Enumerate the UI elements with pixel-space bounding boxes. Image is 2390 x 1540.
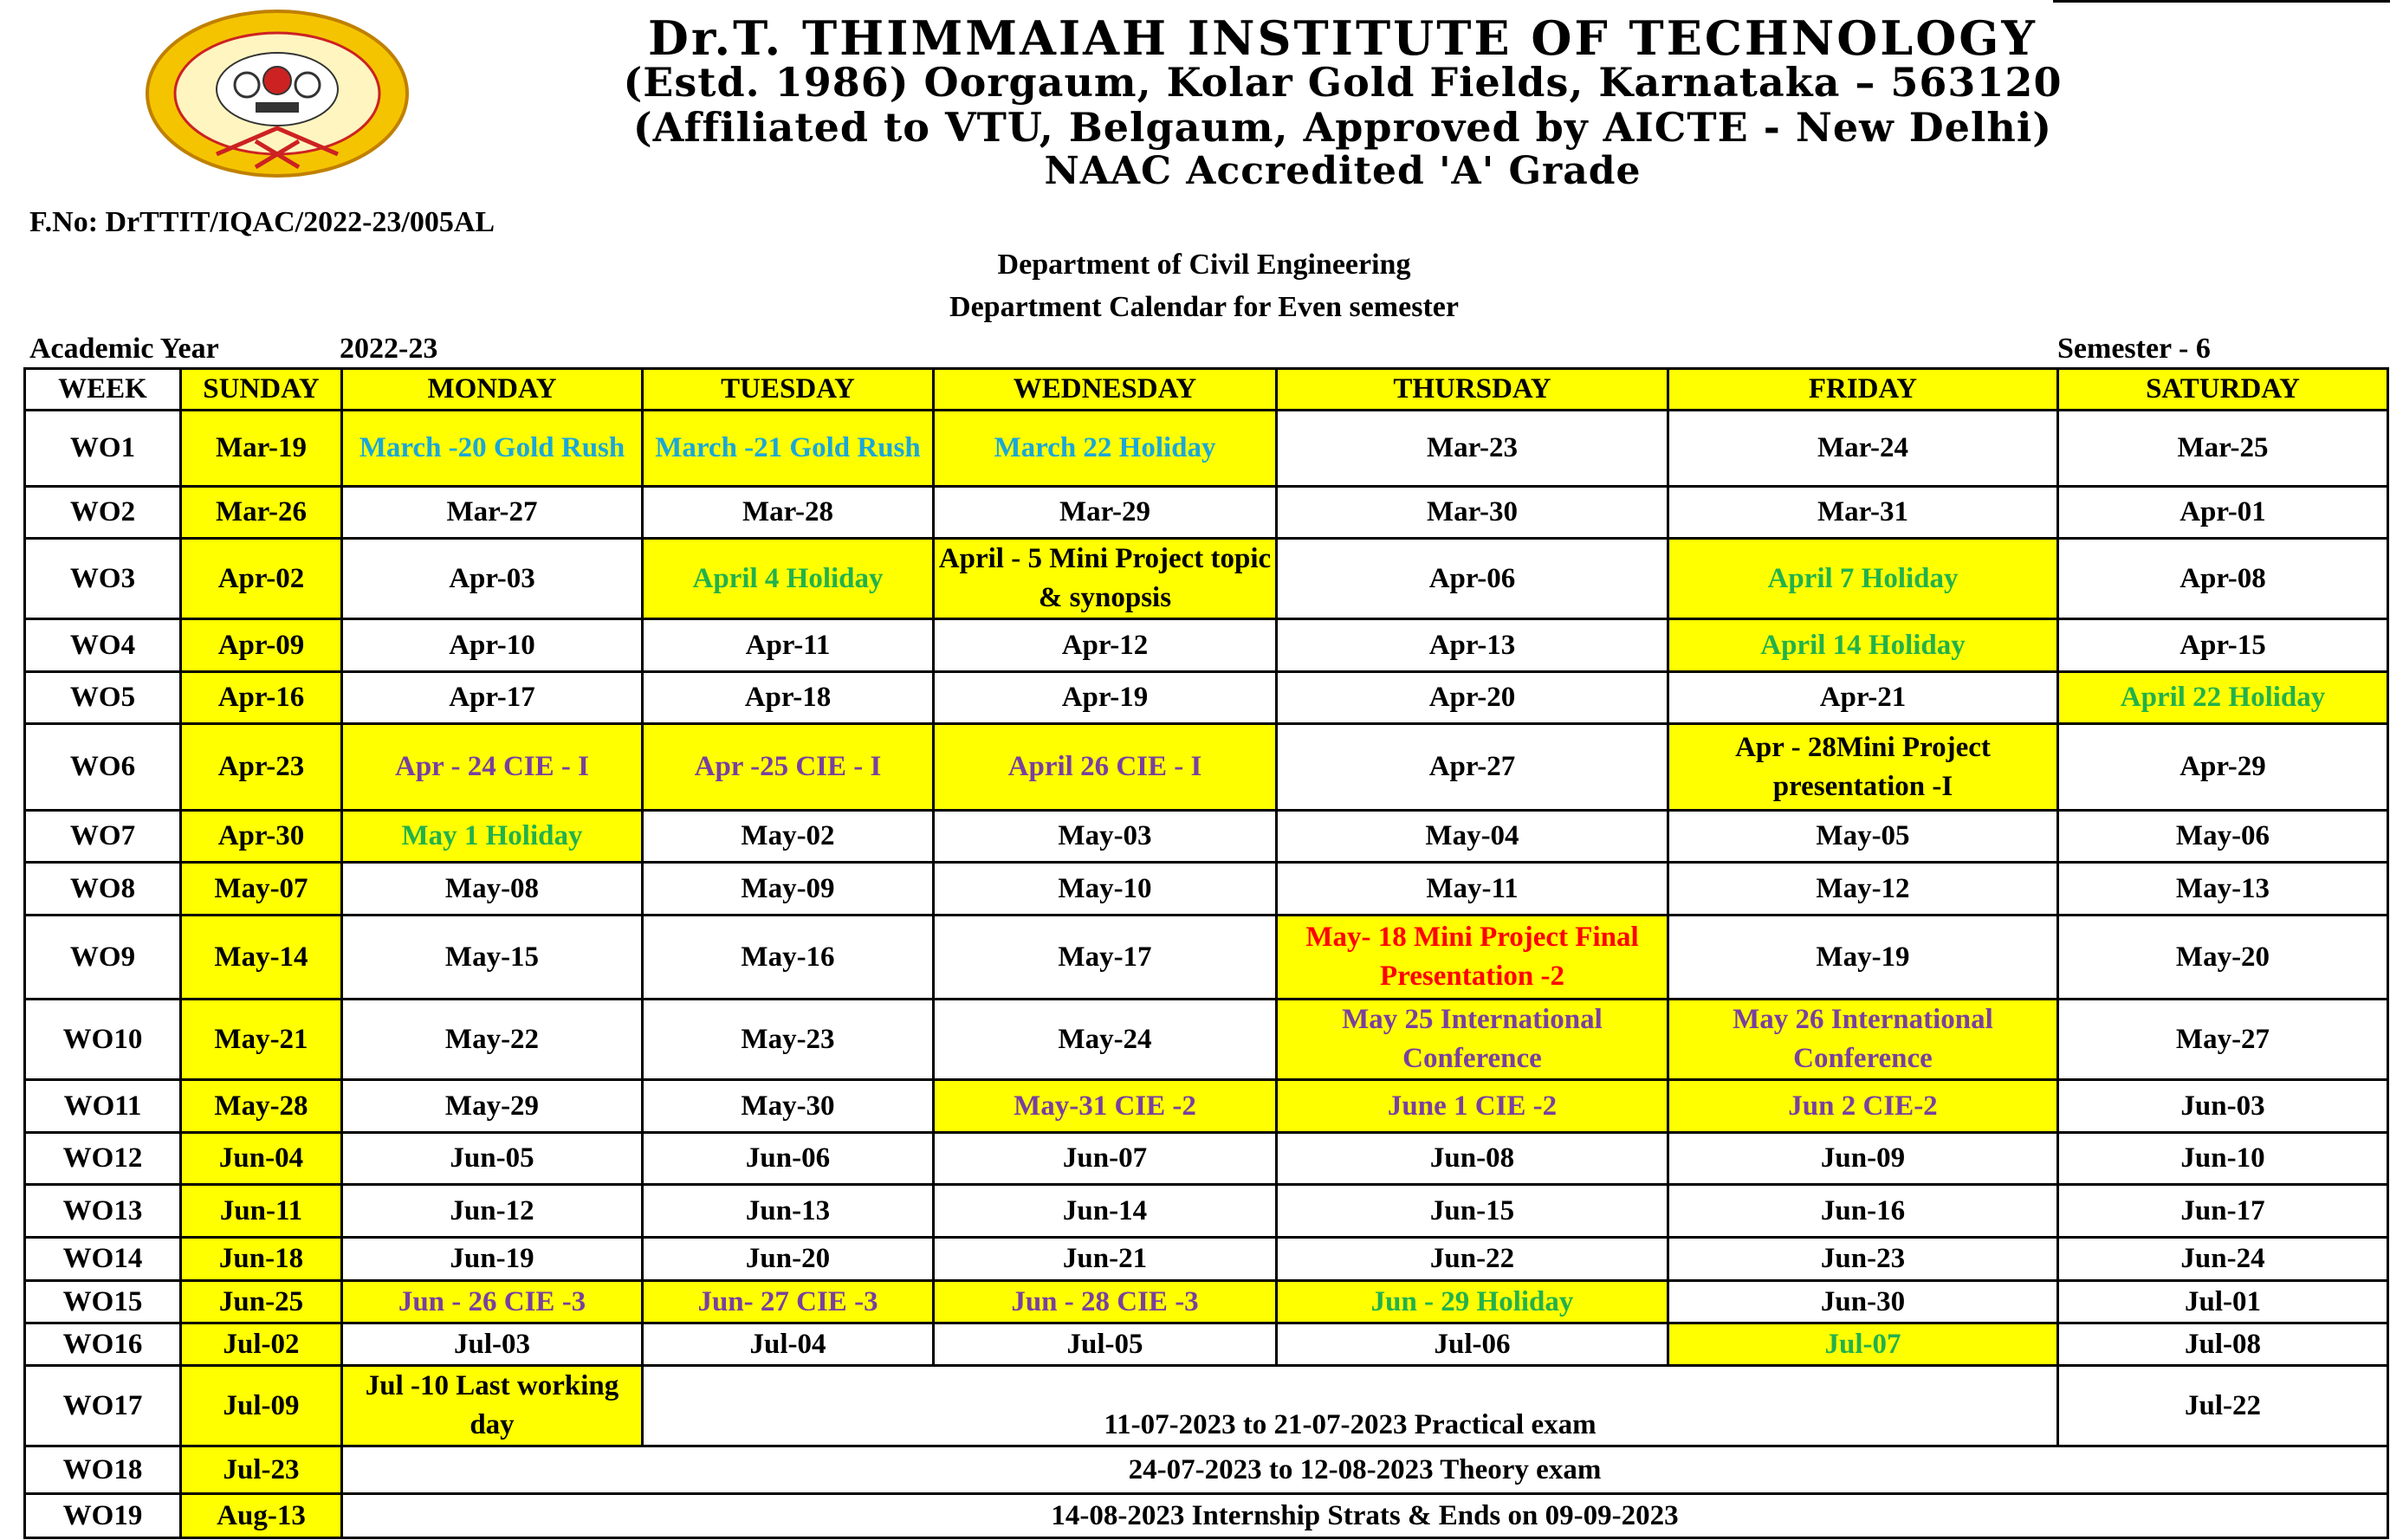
saturday-cell: Jun-24	[2058, 1238, 2388, 1281]
friday-cell: Apr - 28Mini Project presentation -I	[1668, 724, 2058, 811]
monday-cell: Apr-17	[342, 672, 643, 724]
table-row	[25, 724, 2388, 811]
header-rule	[2053, 0, 2390, 3]
col-header-friday: FRIDAY	[1668, 369, 2058, 411]
wednesday-cell: May-17	[934, 916, 1277, 1000]
sunday-cell: Jun-11	[181, 1185, 342, 1238]
monday-cell: March -20 Gold Rush	[342, 411, 643, 487]
week-cell: WO11	[25, 1080, 181, 1133]
table-row	[25, 1494, 2388, 1538]
wednesday-cell: April - 5 Mini Project topic & synopsis	[934, 539, 1277, 619]
wednesday-cell: Mar-29	[934, 487, 1277, 539]
tuesday-cell: Apr-11	[643, 619, 934, 672]
table-row	[25, 539, 2388, 619]
friday-cell: April 14 Holiday	[1668, 619, 2058, 672]
saturday-cell: Jun-10	[2058, 1133, 2388, 1185]
week-cell: WO2	[25, 487, 181, 539]
friday-cell: May-12	[1668, 863, 2058, 916]
thursday-cell: June 1 CIE -2	[1277, 1080, 1668, 1133]
tuesday-cell: Apr -25 CIE - I	[643, 724, 934, 811]
thursday-cell: Mar-30	[1277, 487, 1668, 539]
friday-cell: Jun-16	[1668, 1185, 2058, 1238]
tuesday-cell: March -21 Gold Rush	[643, 411, 934, 487]
thursday-cell: Jun - 29 Holiday	[1277, 1281, 1668, 1323]
saturday-cell: April 22 Holiday	[2058, 672, 2388, 724]
week-cell: WO12	[25, 1133, 181, 1185]
wednesday-cell: Apr-19	[934, 672, 1277, 724]
monday-cell: May-22	[342, 1000, 643, 1080]
col-header-wednesday: WEDNESDAY	[934, 369, 1277, 411]
week-cell: WO10	[25, 1000, 181, 1080]
saturday-cell: May-13	[2058, 863, 2388, 916]
semester-label: Semester - 6	[2057, 333, 2211, 365]
thursday-cell: May 25 International Conference	[1277, 1000, 1668, 1080]
wednesday-cell: Jul-05	[934, 1323, 1277, 1366]
institute-accreditation: NAAC Accredited 'A' Grade	[1044, 149, 1642, 193]
internship-span: 14-08-2023 Internship Strats & Ends on 09-09-2023	[342, 1494, 2388, 1538]
wednesday-cell: May-24	[934, 1000, 1277, 1080]
friday-cell: Mar-31	[1668, 487, 2058, 539]
sunday-cell: Apr-02	[181, 539, 342, 619]
sunday-cell: May-14	[181, 916, 342, 1000]
table-row	[25, 863, 2388, 916]
week-cell: WO17	[25, 1366, 181, 1446]
table-row	[25, 1281, 2388, 1323]
thursday-cell: Jul-06	[1277, 1323, 1668, 1366]
week-cell: WO18	[25, 1446, 181, 1494]
saturday-cell: Apr-01	[2058, 487, 2388, 539]
table-row	[25, 1185, 2388, 1238]
tuesday-cell: Jul-04	[643, 1323, 934, 1366]
sunday-cell: Apr-23	[181, 724, 342, 811]
saturday-cell: May-27	[2058, 1000, 2388, 1080]
tuesday-cell: May-23	[643, 1000, 934, 1080]
monday-cell: May-15	[342, 916, 643, 1000]
thursday-cell: May-11	[1277, 863, 1668, 916]
institute-affiliation: (Affiliated to VTU, Belgaum, Approved by AICTE - New Delhi)	[632, 104, 2053, 151]
thursday-cell: May-04	[1277, 811, 1668, 863]
friday-cell: April 7 Holiday	[1668, 539, 2058, 619]
tuesday-cell: Jun- 27 CIE -3	[643, 1281, 934, 1323]
friday-cell: May 26 International Conference	[1668, 1000, 2058, 1080]
file-number: F.No: DrTTIT/IQAC/2022-23/005AL	[29, 206, 495, 238]
col-header-saturday: SATURDAY	[2058, 369, 2388, 411]
saturday-cell: Apr-08	[2058, 539, 2388, 619]
saturday-cell: May-20	[2058, 916, 2388, 1000]
saturday-cell: Apr-29	[2058, 724, 2388, 811]
wednesday-cell: Jun-14	[934, 1185, 1277, 1238]
saturday-cell: Mar-25	[2058, 411, 2388, 487]
monday-cell: Apr - 24 CIE - I	[342, 724, 643, 811]
week-cell: WO13	[25, 1185, 181, 1238]
tuesday-cell: May-09	[643, 863, 934, 916]
table-row	[25, 1366, 2388, 1446]
col-header-week: WEEK	[25, 369, 181, 411]
week-cell: WO1	[25, 411, 181, 487]
tuesday-cell: Mar-28	[643, 487, 934, 539]
table-row	[25, 619, 2388, 672]
table-row	[25, 487, 2388, 539]
wednesday-cell: Apr-12	[934, 619, 1277, 672]
tuesday-cell: May-02	[643, 811, 934, 863]
sunday-cell: Jul-23	[181, 1446, 342, 1494]
week-cell: WO7	[25, 811, 181, 863]
sunday-cell: Aug-13	[181, 1494, 342, 1538]
wednesday-cell: March 22 Holiday	[934, 411, 1277, 487]
thursday-cell: Apr-20	[1277, 672, 1668, 724]
col-header-sunday: SUNDAY	[181, 369, 342, 411]
week-cell: WO5	[25, 672, 181, 724]
monday-cell: Jun - 26 CIE -3	[342, 1281, 643, 1323]
saturday-cell: Jun-17	[2058, 1185, 2388, 1238]
table-row	[25, 1238, 2388, 1281]
col-header-monday: MONDAY	[342, 369, 643, 411]
theory-exam-span: 24-07-2023 to 12-08-2023 Theory exam	[342, 1446, 2388, 1494]
thursday-cell: Jun-22	[1277, 1238, 1668, 1281]
sunday-cell: Mar-26	[181, 487, 342, 539]
week-cell: WO4	[25, 619, 181, 672]
table-row	[25, 1446, 2388, 1494]
week-cell: WO6	[25, 724, 181, 811]
header-row	[25, 369, 2388, 411]
monday-cell: Jun-12	[342, 1185, 643, 1238]
academic-year-label: Academic Year	[29, 333, 219, 365]
week-cell: WO8	[25, 863, 181, 916]
col-header-thursday: THURSDAY	[1277, 369, 1668, 411]
institute-address: (Estd. 1986) Oorgaum, Kolar Gold Fields, Karnataka – 563120	[623, 59, 2063, 106]
sunday-cell: May-07	[181, 863, 342, 916]
sunday-cell: Jul-02	[181, 1323, 342, 1366]
table-row	[25, 916, 2388, 1000]
thursday-cell: Apr-13	[1277, 619, 1668, 672]
friday-cell: May-19	[1668, 916, 2058, 1000]
table-row	[25, 411, 2388, 487]
friday-cell: Jun-09	[1668, 1133, 2058, 1185]
friday-cell: Jun-30	[1668, 1281, 2058, 1323]
department-name: Department of Civil Engineering	[997, 249, 1411, 281]
table-row	[25, 1323, 2388, 1366]
tuesday-cell: Jun-20	[643, 1238, 934, 1281]
institute-name: Dr.T. THIMMAIAH INSTITUTE OF TECHNOLOGY	[648, 10, 2037, 66]
friday-cell: Jun-23	[1668, 1238, 2058, 1281]
thursday-cell: Apr-06	[1277, 539, 1668, 619]
sunday-cell: Apr-16	[181, 672, 342, 724]
col-header-tuesday: TUESDAY	[643, 369, 934, 411]
practical-exam-span: 11-07-2023 to 21-07-2023 Practical exam	[643, 1366, 2058, 1446]
tuesday-cell: May-16	[643, 916, 934, 1000]
sunday-cell: Mar-19	[181, 411, 342, 487]
saturday-cell: Apr-15	[2058, 619, 2388, 672]
wednesday-cell: Jun-21	[934, 1238, 1277, 1281]
friday-cell: Mar-24	[1668, 411, 2058, 487]
friday-cell: May-05	[1668, 811, 2058, 863]
friday-cell: Jun 2 CIE-2	[1668, 1080, 2058, 1133]
monday-cell: May-08	[342, 863, 643, 916]
monday-cell: Apr-10	[342, 619, 643, 672]
thursday-cell: May- 18 Mini Project Final Presentation -2	[1277, 916, 1668, 1000]
table-row	[25, 1133, 2388, 1185]
thursday-cell: Jun-15	[1277, 1185, 1668, 1238]
thursday-cell: Jun-08	[1277, 1133, 1668, 1185]
week-cell: WO9	[25, 916, 181, 1000]
sunday-cell: Apr-30	[181, 811, 342, 863]
thursday-cell: Apr-27	[1277, 724, 1668, 811]
monday-cell: Jun-19	[342, 1238, 643, 1281]
tuesday-cell: April 4 Holiday	[643, 539, 934, 619]
sunday-cell: May-28	[181, 1080, 342, 1133]
academic-year-value: 2022-23	[340, 333, 438, 365]
sunday-cell: Jul-09	[181, 1366, 342, 1446]
monday-cell: Jun-05	[342, 1133, 643, 1185]
tuesday-cell: Apr-18	[643, 672, 934, 724]
week-cell: WO14	[25, 1238, 181, 1281]
week-cell: WO15	[25, 1281, 181, 1323]
wednesday-cell: May-10	[934, 863, 1277, 916]
saturday-cell: Jul-22	[2058, 1366, 2388, 1446]
wednesday-cell: May-31 CIE -2	[934, 1080, 1277, 1133]
calendar-title: Department Calendar for Even semester	[949, 291, 1459, 323]
sunday-cell: Jun-04	[181, 1133, 342, 1185]
monday-cell: May-29	[342, 1080, 643, 1133]
wednesday-cell: April 26 CIE - I	[934, 724, 1277, 811]
wednesday-cell: May-03	[934, 811, 1277, 863]
monday-cell: Jul-03	[342, 1323, 643, 1366]
friday-cell: Apr-21	[1668, 672, 2058, 724]
thursday-cell: Mar-23	[1277, 411, 1668, 487]
wednesday-cell: Jun-07	[934, 1133, 1277, 1185]
wednesday-cell: Jun - 28 CIE -3	[934, 1281, 1277, 1323]
saturday-cell: Jul-08	[2058, 1323, 2388, 1366]
saturday-cell: Jul-01	[2058, 1281, 2388, 1323]
tuesday-cell: Jun-13	[643, 1185, 934, 1238]
sunday-cell: Jun-25	[181, 1281, 342, 1323]
monday-cell: May 1 Holiday	[342, 811, 643, 863]
monday-cell: Jul -10 Last working day	[342, 1366, 643, 1446]
sunday-cell: Apr-09	[181, 619, 342, 672]
table-row	[25, 1000, 2388, 1080]
friday-cell: Jul-07	[1668, 1323, 2058, 1366]
tuesday-cell: Jun-06	[643, 1133, 934, 1185]
calendar-table	[23, 367, 2389, 1539]
table-row	[25, 1080, 2388, 1133]
table-row	[25, 811, 2388, 863]
tuesday-cell: May-30	[643, 1080, 934, 1133]
monday-cell: Apr-03	[342, 539, 643, 619]
table-row	[25, 672, 2388, 724]
institute-logo	[134, 7, 420, 184]
sunday-cell: May-21	[181, 1000, 342, 1080]
saturday-cell: May-06	[2058, 811, 2388, 863]
week-cell: WO19	[25, 1494, 181, 1538]
saturday-cell: Jun-03	[2058, 1080, 2388, 1133]
sunday-cell: Jun-18	[181, 1238, 342, 1281]
week-cell: WO16	[25, 1323, 181, 1366]
week-cell: WO3	[25, 539, 181, 619]
monday-cell: Mar-27	[342, 487, 643, 539]
